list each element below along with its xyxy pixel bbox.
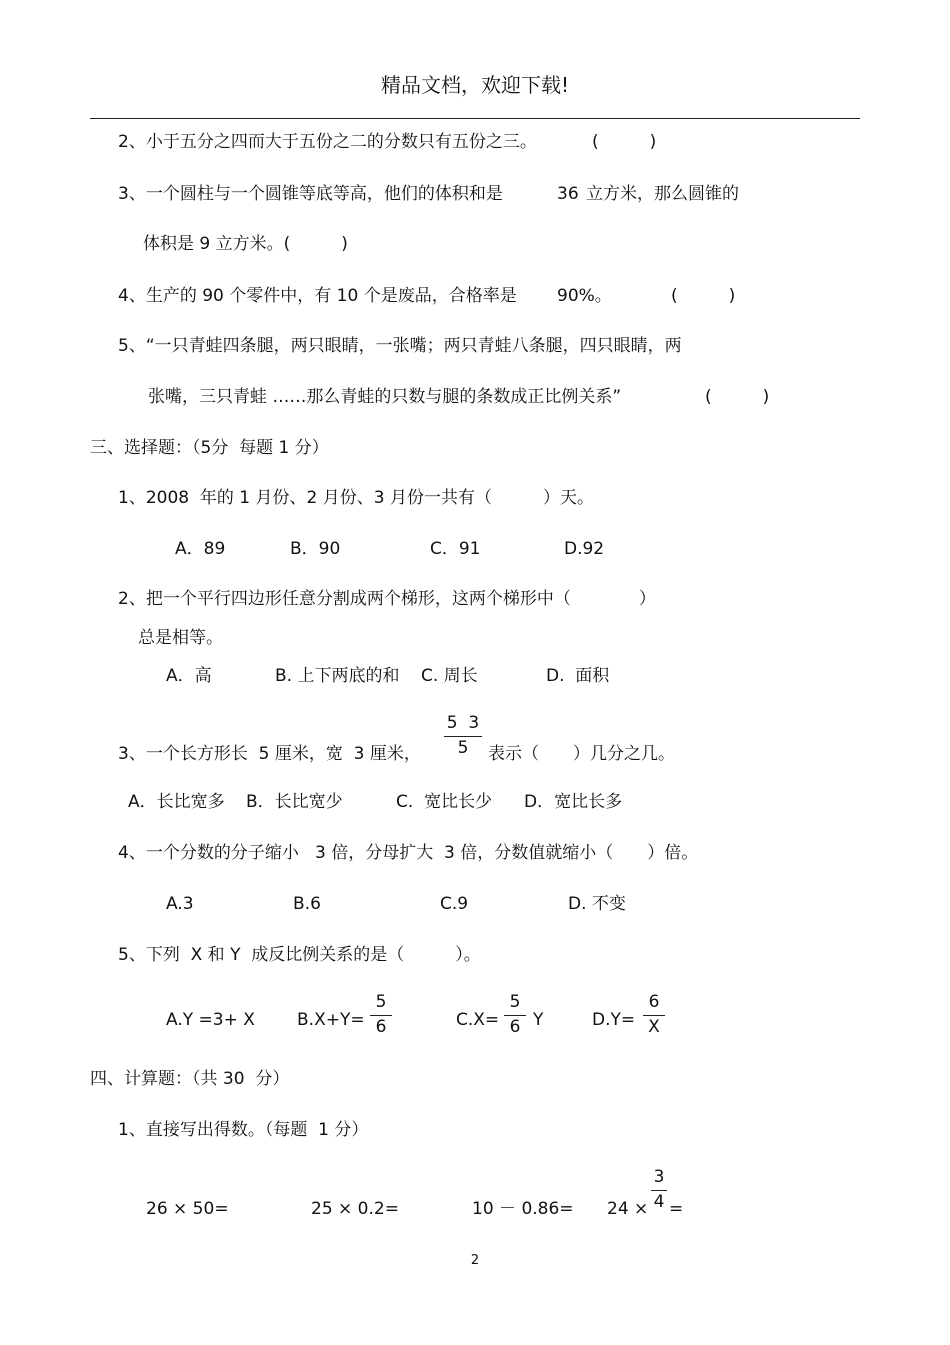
choice-question-4-option-b: B.6	[293, 894, 321, 914]
fraction-bar	[504, 1015, 526, 1016]
choice-question-2-option-b: B. 上下两底的和	[275, 666, 400, 686]
option-b-fraction	[370, 993, 392, 1036]
choice-question-1-option-a: A．89	[175, 539, 226, 559]
judge-question-2: 2、小于五分之四而大于五份之二的分数只有五份之三。	[118, 132, 537, 152]
choice-question-3-fraction	[444, 714, 482, 757]
choice-question-2-line1: 2、把一个平行四边形任意分割成两个梯形，这两个梯形中（ ）	[118, 589, 656, 609]
judge-question-3-line1: 3、一个圆柱与一个圆锥等底等高，他们的体积和是	[118, 184, 503, 204]
judge-question-3-line2: 体积是 9 立方米。( )	[143, 234, 348, 254]
judge-question-5-line1: 5、“一只青蛙四条腿，两只眼睛，一张嘴；两只青蛙八条腿，四只眼睛，两	[118, 336, 682, 356]
calc-item-3: 10 － 0.86=	[472, 1199, 574, 1219]
choice-question-1-option-d: D.92	[564, 539, 605, 559]
fraction-denominator: 6	[509, 1016, 521, 1037]
choice-question-5-option-a: A.Y =3+ X	[166, 1010, 255, 1030]
fraction-numerator: 6	[648, 992, 660, 1012]
calc-item-4-equals: =	[669, 1199, 684, 1219]
choice-question-5: 5、下列 X 和 Y 成反比例关系的是（ ）。	[118, 945, 481, 965]
choice-question-4-option-a: A.3	[166, 894, 194, 914]
choice-question-1-option-b: B．90	[290, 539, 341, 559]
fraction-bar	[370, 1015, 392, 1016]
choice-question-2-option-c: C. 周长	[421, 666, 478, 686]
fraction-denominator: 6	[375, 1016, 387, 1037]
option-c-variable: Y	[533, 1010, 544, 1030]
choice-question-3-suffix: 表示（ ）几分之几。	[488, 744, 675, 764]
fraction-numerator: 5	[375, 992, 387, 1012]
choice-question-5-option-d: D.Y=	[592, 1010, 636, 1030]
choice-question-2-line2: 总是相等。	[138, 628, 223, 648]
choice-question-3-option-a: A．长比宽多	[128, 792, 225, 812]
judge-question-3-number: 36	[557, 184, 579, 204]
fraction-denominator: 4	[653, 1191, 665, 1212]
choice-question-2-option-d: D. 面积	[546, 666, 610, 686]
fraction-numerator: 5 3	[446, 713, 480, 733]
choice-question-3-option-b: B．长比宽少	[246, 792, 343, 812]
header-divider	[90, 118, 860, 119]
judge-question-5-answer-blank: ( )	[705, 387, 770, 407]
judge-question-5-line2: 张嘴，三只青蛙 ……那么青蛙的只数与腿的条数成正比例关系”	[148, 387, 622, 407]
choice-question-5-option-c: C.X=	[456, 1010, 500, 1030]
calc-item-4-fraction	[651, 1168, 667, 1211]
judge-question-4-answer-blank: ( )	[671, 286, 736, 306]
page-number: 2	[470, 1253, 480, 1268]
choice-question-4-option-c: C.9	[440, 894, 469, 914]
fraction-numerator: 5	[509, 992, 521, 1012]
fraction-bar	[444, 736, 482, 737]
calc-item-4-prefix: 24 ×	[607, 1199, 649, 1219]
page-header: 精品文档，欢迎下载!	[380, 73, 570, 97]
fraction-denominator: X	[648, 1016, 660, 1037]
calc-item-2: 25 × 0.2=	[311, 1199, 399, 1219]
judge-question-3-line1-tail: 立方米，那么圆锥的	[586, 184, 739, 204]
choice-question-3-option-c: C. 宽比长少	[396, 792, 493, 812]
calc-question-1: 1、直接写出得数。（每题 1 分）	[118, 1120, 369, 1140]
fraction-denominator: 5	[457, 737, 469, 758]
choice-question-2-option-a: A．高	[166, 666, 212, 686]
section-3-title: 三、选择题：（5分 每题 1 分）	[90, 438, 329, 458]
calc-item-1: 26 × 50=	[146, 1199, 229, 1219]
choice-question-1: 1、2008 年的 1 月份、2 月份、3 月份一共有（ ）天。	[118, 488, 594, 508]
fraction-bar	[643, 1015, 665, 1016]
choice-question-3-prefix: 3、一个长方形长 5 厘米，宽 3 厘米，	[118, 744, 421, 764]
option-d-fraction	[643, 993, 665, 1036]
choice-question-5-option-b: B.X+Y=	[297, 1010, 365, 1030]
choice-question-4-option-d: D. 不变	[568, 894, 626, 914]
choice-question-1-option-c: C．91	[430, 539, 481, 559]
fraction-bar	[651, 1190, 667, 1191]
judge-question-2-answer-blank: ( )	[592, 132, 657, 152]
choice-question-3-option-d: D．宽比长多	[524, 792, 623, 812]
judge-question-4: 4、生产的 90 个零件中，有 10 个是废品，合格率是	[118, 286, 517, 306]
judge-question-4-percent: 90%。	[557, 286, 612, 306]
choice-question-4: 4、一个分数的分子缩小 3 倍，分母扩大 3 倍，分数值就缩小（ ）倍。	[118, 843, 699, 863]
section-4-title: 四、计算题：（共 30 分）	[90, 1069, 290, 1089]
option-c-fraction	[504, 993, 526, 1036]
fraction-numerator: 3	[653, 1167, 665, 1187]
